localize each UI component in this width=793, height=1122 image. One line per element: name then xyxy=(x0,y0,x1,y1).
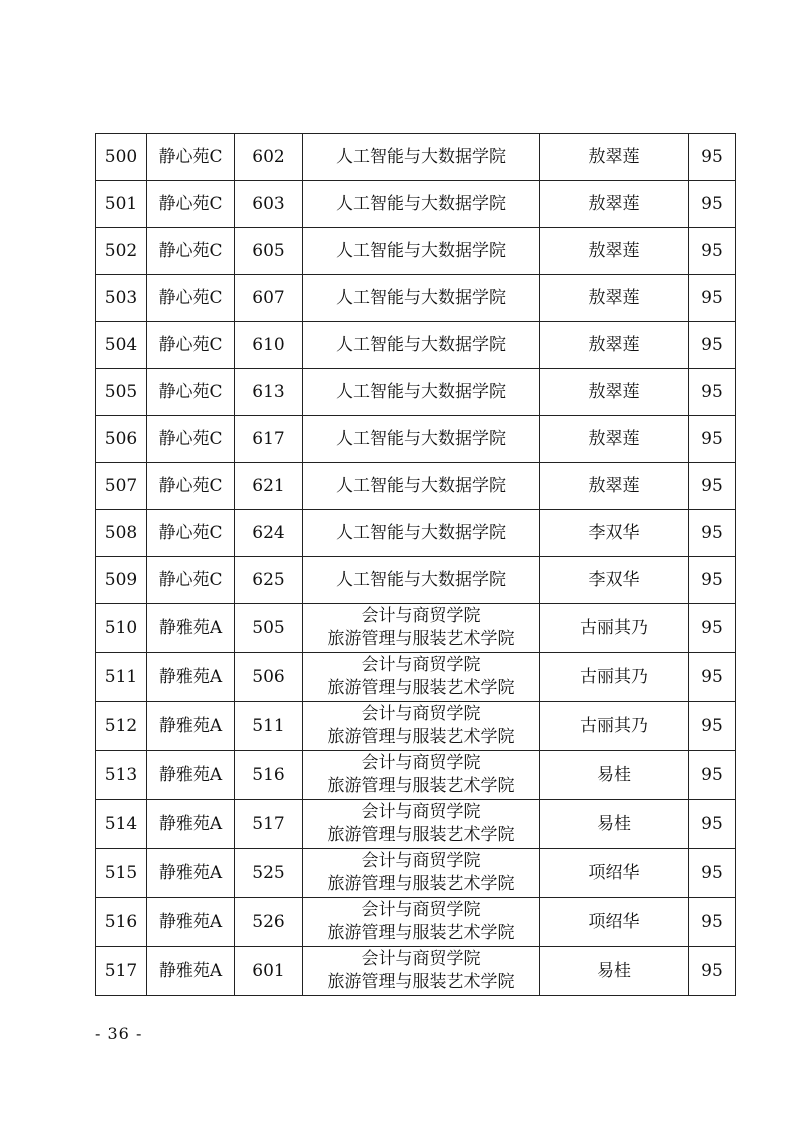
college-cell xyxy=(303,134,540,181)
college-name: 人工智能与大数据学院 xyxy=(336,569,506,590)
table-row xyxy=(96,510,736,557)
room-cell: 605 xyxy=(235,228,303,275)
manager-cell: 易桂 xyxy=(540,800,689,849)
dormitory-table xyxy=(95,133,736,996)
score-cell: 95 xyxy=(689,702,736,751)
score-cell: 95 xyxy=(689,653,736,702)
row-number-cell: 500 xyxy=(96,134,147,181)
score-cell: 95 xyxy=(689,322,736,369)
building-cell: 静心苑C xyxy=(147,275,235,322)
row-number-cell: 505 xyxy=(96,369,147,416)
building-cell: 静雅苑A xyxy=(147,800,235,849)
college-name: 会计与商贸学院 xyxy=(361,900,481,920)
row-number-cell: 501 xyxy=(96,181,147,228)
room-cell: 621 xyxy=(235,463,303,510)
college-name: 旅游管理与服装艺术学院 xyxy=(327,727,515,747)
score-cell: 95 xyxy=(689,849,736,898)
table-row xyxy=(96,702,736,751)
college-name: 人工智能与大数据学院 xyxy=(336,146,506,167)
score-cell: 95 xyxy=(689,416,736,463)
table-row xyxy=(96,416,736,463)
row-number-cell: 515 xyxy=(96,849,147,898)
room-cell: 602 xyxy=(235,134,303,181)
table-row xyxy=(96,322,736,369)
table-row xyxy=(96,134,736,181)
college-name: 会计与商贸学院 xyxy=(361,704,481,724)
score-cell: 95 xyxy=(689,898,736,947)
manager-cell: 敖翠莲 xyxy=(540,275,689,322)
row-number-cell: 517 xyxy=(96,947,147,996)
college-name: 人工智能与大数据学院 xyxy=(336,522,506,543)
building-cell: 静雅苑A xyxy=(147,751,235,800)
room-cell: 516 xyxy=(235,751,303,800)
table-row xyxy=(96,800,736,849)
room-cell: 505 xyxy=(235,604,303,653)
college-cell xyxy=(303,653,540,702)
manager-cell: 敖翠莲 xyxy=(540,228,689,275)
row-number-cell: 510 xyxy=(96,604,147,653)
college-name: 会计与商贸学院 xyxy=(361,851,481,871)
college-name: 会计与商贸学院 xyxy=(361,753,481,773)
row-number-cell: 502 xyxy=(96,228,147,275)
college-name: 人工智能与大数据学院 xyxy=(336,428,506,449)
manager-cell: 古丽其乃 xyxy=(540,604,689,653)
score-cell: 95 xyxy=(689,134,736,181)
table-row xyxy=(96,228,736,275)
score-cell: 95 xyxy=(689,557,736,604)
building-cell: 静心苑C xyxy=(147,322,235,369)
room-cell: 625 xyxy=(235,557,303,604)
table-body xyxy=(96,134,736,996)
college-name: 旅游管理与服装艺术学院 xyxy=(327,874,515,894)
score-cell: 95 xyxy=(689,275,736,322)
room-cell: 526 xyxy=(235,898,303,947)
building-cell: 静雅苑A xyxy=(147,702,235,751)
manager-cell: 古丽其乃 xyxy=(540,702,689,751)
room-cell: 607 xyxy=(235,275,303,322)
college-cell xyxy=(303,369,540,416)
manager-cell: 李双华 xyxy=(540,557,689,604)
building-cell: 静雅苑A xyxy=(147,947,235,996)
college-cell xyxy=(303,416,540,463)
building-cell: 静心苑C xyxy=(147,181,235,228)
table-row xyxy=(96,751,736,800)
table-row xyxy=(96,604,736,653)
college-cell xyxy=(303,275,540,322)
page-number: - 36 - xyxy=(95,1024,143,1043)
row-number-cell: 511 xyxy=(96,653,147,702)
manager-cell: 古丽其乃 xyxy=(540,653,689,702)
manager-cell: 易桂 xyxy=(540,947,689,996)
score-cell: 95 xyxy=(689,181,736,228)
manager-cell: 敖翠莲 xyxy=(540,369,689,416)
building-cell: 静雅苑A xyxy=(147,604,235,653)
manager-cell: 项绍华 xyxy=(540,898,689,947)
college-name: 人工智能与大数据学院 xyxy=(336,240,506,261)
table-row xyxy=(96,849,736,898)
table-row xyxy=(96,275,736,322)
college-name: 旅游管理与服装艺术学院 xyxy=(327,923,515,943)
college-name: 会计与商贸学院 xyxy=(361,606,481,626)
college-cell xyxy=(303,702,540,751)
college-name: 人工智能与大数据学院 xyxy=(336,287,506,308)
row-number-cell: 516 xyxy=(96,898,147,947)
row-number-cell: 506 xyxy=(96,416,147,463)
college-name: 人工智能与大数据学院 xyxy=(336,475,506,496)
table-row xyxy=(96,463,736,510)
building-cell: 静心苑C xyxy=(147,416,235,463)
table-row xyxy=(96,947,736,996)
score-cell: 95 xyxy=(689,800,736,849)
manager-cell: 敖翠莲 xyxy=(540,416,689,463)
college-name: 旅游管理与服装艺术学院 xyxy=(327,972,515,992)
room-cell: 506 xyxy=(235,653,303,702)
college-name: 会计与商贸学院 xyxy=(361,655,481,675)
room-cell: 601 xyxy=(235,947,303,996)
college-cell xyxy=(303,557,540,604)
table-row xyxy=(96,181,736,228)
college-name: 旅游管理与服装艺术学院 xyxy=(327,776,515,796)
row-number-cell: 504 xyxy=(96,322,147,369)
building-cell: 静心苑C xyxy=(147,134,235,181)
college-name: 人工智能与大数据学院 xyxy=(336,381,506,402)
college-cell xyxy=(303,751,540,800)
building-cell: 静雅苑A xyxy=(147,898,235,947)
room-cell: 610 xyxy=(235,322,303,369)
row-number-cell: 509 xyxy=(96,557,147,604)
room-cell: 624 xyxy=(235,510,303,557)
building-cell: 静心苑C xyxy=(147,557,235,604)
college-name: 会计与商贸学院 xyxy=(361,802,481,822)
manager-cell: 李双华 xyxy=(540,510,689,557)
row-number-cell: 512 xyxy=(96,702,147,751)
building-cell: 静心苑C xyxy=(147,228,235,275)
row-number-cell: 508 xyxy=(96,510,147,557)
college-cell xyxy=(303,898,540,947)
college-cell xyxy=(303,463,540,510)
manager-cell: 易桂 xyxy=(540,751,689,800)
score-cell: 95 xyxy=(689,510,736,557)
building-cell: 静雅苑A xyxy=(147,849,235,898)
room-cell: 525 xyxy=(235,849,303,898)
college-name: 人工智能与大数据学院 xyxy=(336,193,506,214)
college-cell xyxy=(303,800,540,849)
manager-cell: 敖翠莲 xyxy=(540,322,689,369)
table-row xyxy=(96,369,736,416)
room-cell: 617 xyxy=(235,416,303,463)
row-number-cell: 514 xyxy=(96,800,147,849)
table-row xyxy=(96,557,736,604)
manager-cell: 敖翠莲 xyxy=(540,463,689,510)
college-cell xyxy=(303,849,540,898)
table-row xyxy=(96,898,736,947)
college-cell xyxy=(303,228,540,275)
manager-cell: 项绍华 xyxy=(540,849,689,898)
score-cell: 95 xyxy=(689,604,736,653)
building-cell: 静心苑C xyxy=(147,510,235,557)
manager-cell: 敖翠莲 xyxy=(540,134,689,181)
college-name: 人工智能与大数据学院 xyxy=(336,334,506,355)
row-number-cell: 513 xyxy=(96,751,147,800)
college-cell xyxy=(303,322,540,369)
row-number-cell: 503 xyxy=(96,275,147,322)
row-number-cell: 507 xyxy=(96,463,147,510)
table-row xyxy=(96,653,736,702)
score-cell: 95 xyxy=(689,228,736,275)
college-cell xyxy=(303,510,540,557)
room-cell: 613 xyxy=(235,369,303,416)
room-cell: 603 xyxy=(235,181,303,228)
manager-cell: 敖翠莲 xyxy=(540,181,689,228)
score-cell: 95 xyxy=(689,751,736,800)
score-cell: 95 xyxy=(689,947,736,996)
building-cell: 静雅苑A xyxy=(147,653,235,702)
room-cell: 511 xyxy=(235,702,303,751)
room-cell: 517 xyxy=(235,800,303,849)
college-cell xyxy=(303,947,540,996)
building-cell: 静心苑C xyxy=(147,369,235,416)
score-cell: 95 xyxy=(689,369,736,416)
college-name: 会计与商贸学院 xyxy=(361,949,481,969)
score-cell: 95 xyxy=(689,463,736,510)
college-name: 旅游管理与服装艺术学院 xyxy=(327,825,515,845)
college-cell xyxy=(303,604,540,653)
building-cell: 静心苑C xyxy=(147,463,235,510)
college-name: 旅游管理与服装艺术学院 xyxy=(327,629,515,649)
college-name: 旅游管理与服装艺术学院 xyxy=(327,678,515,698)
college-cell xyxy=(303,181,540,228)
